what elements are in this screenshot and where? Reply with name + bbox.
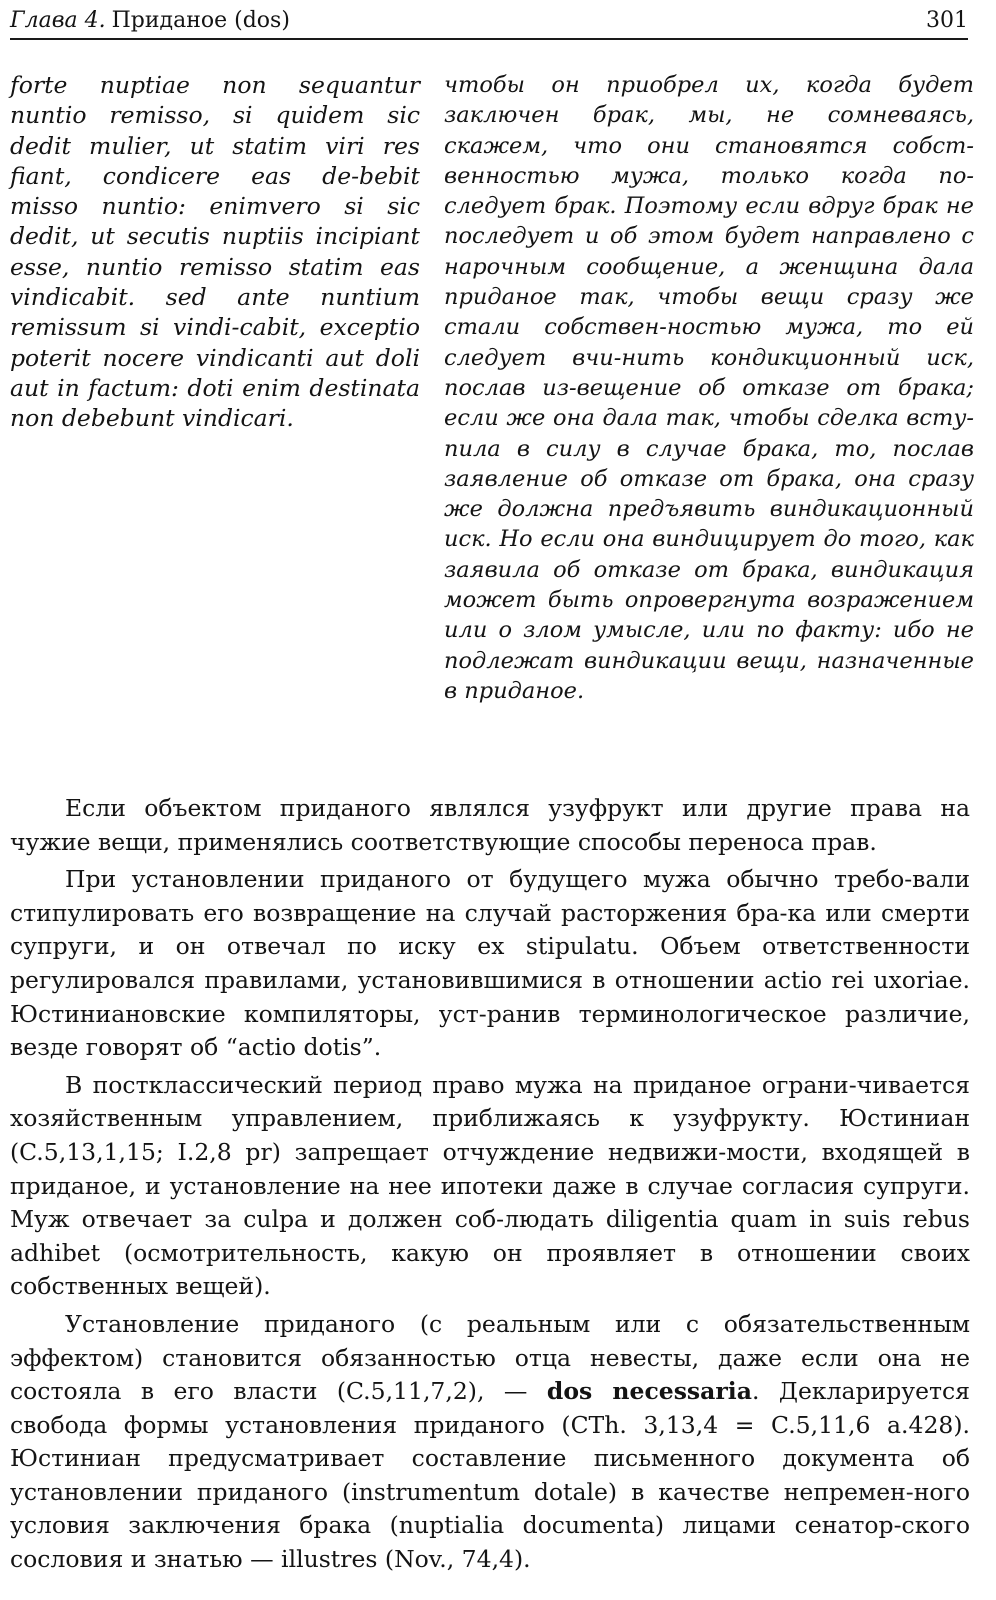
chapter-title: Приданое (dos) [111, 8, 290, 33]
book-page [10, 0, 986, 1600]
page-number: 301 [926, 8, 968, 33]
paragraph-stipulation: При установлении приданого от будущего мужа обычно требо-вали стипулировать его возвращение на случай расторжения бра-ка или смерти супруги, и он отвечал по иску ex stipulatu. Объем ответственности регулировался правилами, установившимися в отношении actio rei uxoriae. Юстиниановские компиляторы, уст-ранив терминологическое различие, везде говорят об “actio dotis”. [10, 865, 970, 1062]
russian-translation-column: чтобы он приобрел их, когда будет заключен брак, мы, не сомневаясь, скажем, что они становятся собст-венностью мужа, только когда по-следует брак. Поэтому если вдруг брак не последует и об этом будет направлено с нарочным сообщение, а женщина дала приданое так, чтобы вещи сразу же стали собствен-ностью мужа, то ей следует вчи-нить кондикционный иск, послав из-вещение об отказе от брака; если же она дала так, чтобы сделка всту-пила в силу в случае брака, то, послав заявление об отказе от брака, она сразу же должна предъявить виндикационный иск. Но если она виндицирует до того, как заявила об отказе от брака, виндикация может быть опровергнута возражением или о злом умысле, или по факту: ибо не подлежат виндикации вещи, назначенные в приданое. [444, 72, 974, 704]
chapter-label: Глава 4. [10, 8, 106, 33]
header-rule [10, 38, 968, 40]
paragraph-usufruct: Если объектом приданого являлся узуфрукт или другие права на чужие вещи, применялись соответствующие способы переноса прав. [10, 794, 970, 856]
latin-column: forte nuptiae non sequantur nuntio remisso, si quidem sic dedit mulier, ut statim viri res fiant, condicere eas de-bebit misso nuntio: enimvero si sic dedit, ut secutis nuptiis incipiant esse, nuntio remisso statim eas vindicabit. sed ante nuntium remissum si vindi-cabit, exceptio poterit nocere vindicanti aut doli aut in factum: doti enim destinata non debebunt vindicari. [10, 71, 420, 433]
body-text [10, 792, 970, 1581]
paragraph-text-part: Установление приданого (с реальным или с обязательственным эффектом) становится обязанностью отца невесты, даже если она не состояла в его власти (C.5,11,7,2), — [10, 1309, 970, 1406]
paragraph-postclassical: В постклассический период право мужа на приданое ограни-чивается хозяйственным управлением, приближаясь к узуфрукту. Юстиниан (C.5,13,1,15; I.2,8 pr) запрещает отчуждение недвижи-мости, входящей в приданое, и установление на нее ипотеки даже в случае согласия супруги. Муж отвечает за culpa и должен соб-людать diligentia quam in suis rebus adhibet (осмотрительность, какую он проявляет в отношении своих собственных вещей). [10, 1070, 970, 1301]
paragraph-dos-necessaria [10, 1308, 970, 1577]
paragraph-text-part: . Декларируется свобода формы установления приданого (CTh. 3,13,4 = C.5,11,6 a.428). Юстиниан предусматривает составление письменного документа об установлении приданого (instrumentum dotale) в качестве непремен-ного условия заключения брака (nuptialia documenta) лицами сенатор-ского сословия и знатью — illustres (Nov., 74,4). [10, 1377, 970, 1574]
running-head [10, 6, 968, 42]
bold-term: dos necessaria [546, 1377, 752, 1406]
